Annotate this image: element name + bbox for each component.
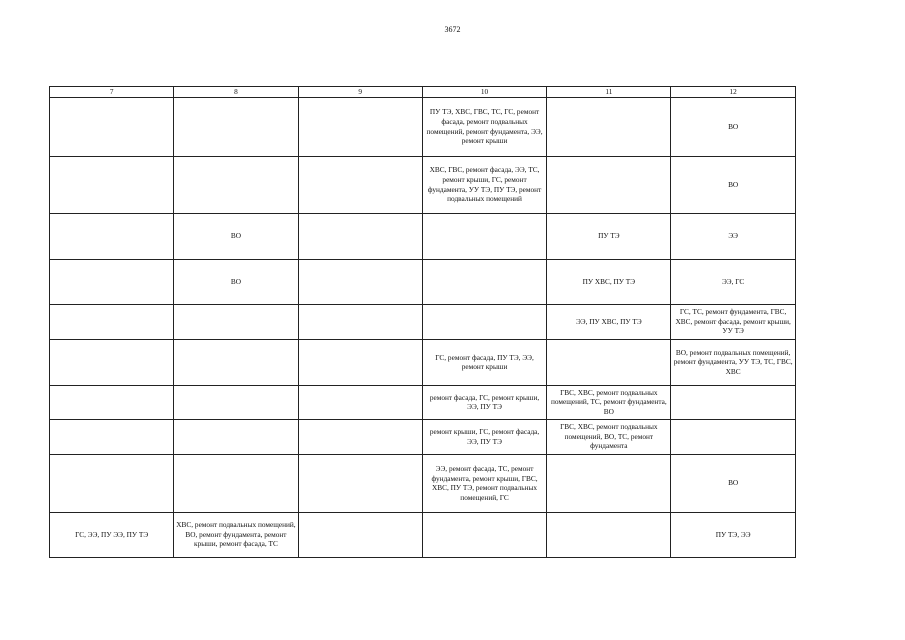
table-cell xyxy=(50,385,174,419)
table-cell: ремонт крыши, ГС, ремонт фасада, ЭЭ, ПУ ТЭ xyxy=(422,419,546,454)
page-number: 3672 xyxy=(444,25,461,34)
table-cell xyxy=(50,419,174,454)
table-row xyxy=(50,385,796,419)
table-cell xyxy=(174,97,298,156)
table-row xyxy=(50,304,796,339)
table-row xyxy=(50,339,796,385)
table-cell: ВО xyxy=(671,156,795,213)
table-cell xyxy=(422,213,546,259)
table-cell xyxy=(174,339,298,385)
table-cell: ПУ ТЭ, ЭЭ xyxy=(671,512,795,557)
table-row xyxy=(50,419,796,454)
data-table xyxy=(49,86,796,558)
table-cell xyxy=(547,339,671,385)
table-cell: ПУ ТЭ xyxy=(547,213,671,259)
table-cell: ГС, ремонт фасада, ПУ ТЭ, ЭЭ, ремонт крыши xyxy=(422,339,546,385)
table-cell: ГС, ЭЭ, ПУ ЭЭ, ПУ ТЭ xyxy=(50,512,174,557)
table-cell xyxy=(547,156,671,213)
table-cell xyxy=(50,259,174,304)
table-cell: ЭЭ, ГС xyxy=(671,259,795,304)
table-cell: ГВС, ХВС, ремонт подвальных помещений, ТС, ремонт фундамента, ВО xyxy=(547,385,671,419)
table-row xyxy=(50,512,796,557)
table-cell xyxy=(174,454,298,512)
table-cell xyxy=(298,512,422,557)
table-cell: ЭЭ, ремонт фасада, ТС, ремонт фундамента, ремонт крыши, ГВС, ХВС, ПУ ТЭ, ремонт подвальных помещений, ГС xyxy=(422,454,546,512)
table-cell xyxy=(547,454,671,512)
table-cell xyxy=(174,419,298,454)
table-row xyxy=(50,259,796,304)
table-cell: ВО xyxy=(174,259,298,304)
table-cell xyxy=(298,156,422,213)
table-cell: ПУ ХВС, ПУ ТЭ xyxy=(547,259,671,304)
table-cell xyxy=(50,213,174,259)
table-cell xyxy=(298,259,422,304)
table-cell: ХВС, ГВС, ремонт фасада, ЭЭ, ТС, ремонт крыши, ГС, ремонт фундамента, УУ ТЭ, ПУ ТЭ, ремонт подвальных помещений xyxy=(422,156,546,213)
table-header-row xyxy=(50,87,796,98)
table-cell xyxy=(671,419,795,454)
table-cell xyxy=(50,339,174,385)
table-row xyxy=(50,156,796,213)
table-cell: ВО xyxy=(174,213,298,259)
column-header: 8 xyxy=(174,87,298,98)
table-cell xyxy=(422,304,546,339)
table-cell xyxy=(422,259,546,304)
table-cell xyxy=(298,419,422,454)
table-cell: ЭЭ, ПУ ХВС, ПУ ТЭ xyxy=(547,304,671,339)
table-cell xyxy=(298,97,422,156)
table-cell xyxy=(50,97,174,156)
table-cell xyxy=(547,512,671,557)
table-cell xyxy=(298,385,422,419)
table-row xyxy=(50,97,796,156)
table-cell xyxy=(298,339,422,385)
table-row xyxy=(50,454,796,512)
column-header: 11 xyxy=(547,87,671,98)
table-cell: ВО xyxy=(671,97,795,156)
table-cell xyxy=(50,454,174,512)
table-cell: ремонт фасада, ГС, ремонт крыши, ЭЭ, ПУ ТЭ xyxy=(422,385,546,419)
table-cell xyxy=(174,385,298,419)
table-cell xyxy=(671,385,795,419)
table-cell xyxy=(174,156,298,213)
table-cell xyxy=(50,304,174,339)
table-cell: ВО, ремонт подвальных помещений, ремонт фундамента, УУ ТЭ, ТС, ГВС, ХВС xyxy=(671,339,795,385)
column-header: 9 xyxy=(298,87,422,98)
table-cell xyxy=(298,213,422,259)
table-cell: ЭЭ xyxy=(671,213,795,259)
table-cell: ПУ ТЭ, ХВС, ГВС, ТС, ГС, ремонт фасада, ремонт подвальных помещений, ремонт фундамента, ЭЭ, ремонт крыши xyxy=(422,97,546,156)
column-header: 7 xyxy=(50,87,174,98)
table-cell xyxy=(422,512,546,557)
table-cell: ГВС, ХВС, ремонт подвальных помещений, ВО, ТС, ремонт фундамента xyxy=(547,419,671,454)
table-cell: ВО xyxy=(671,454,795,512)
table-row xyxy=(50,213,796,259)
table-cell xyxy=(174,304,298,339)
table-cell xyxy=(298,454,422,512)
column-header: 10 xyxy=(422,87,546,98)
column-header: 12 xyxy=(671,87,795,98)
table-cell: ХВС, ремонт подвальных помещений, ВО, ремонт фундамента, ремонт крыши, ремонт фасада, ТС xyxy=(174,512,298,557)
table-cell xyxy=(50,156,174,213)
table-cell: ГС, ТС, ремонт фундамента, ГВС, ХВС, ремонт фасада, ремонт крыши, УУ ТЭ xyxy=(671,304,795,339)
table-cell xyxy=(298,304,422,339)
table-cell xyxy=(547,97,671,156)
